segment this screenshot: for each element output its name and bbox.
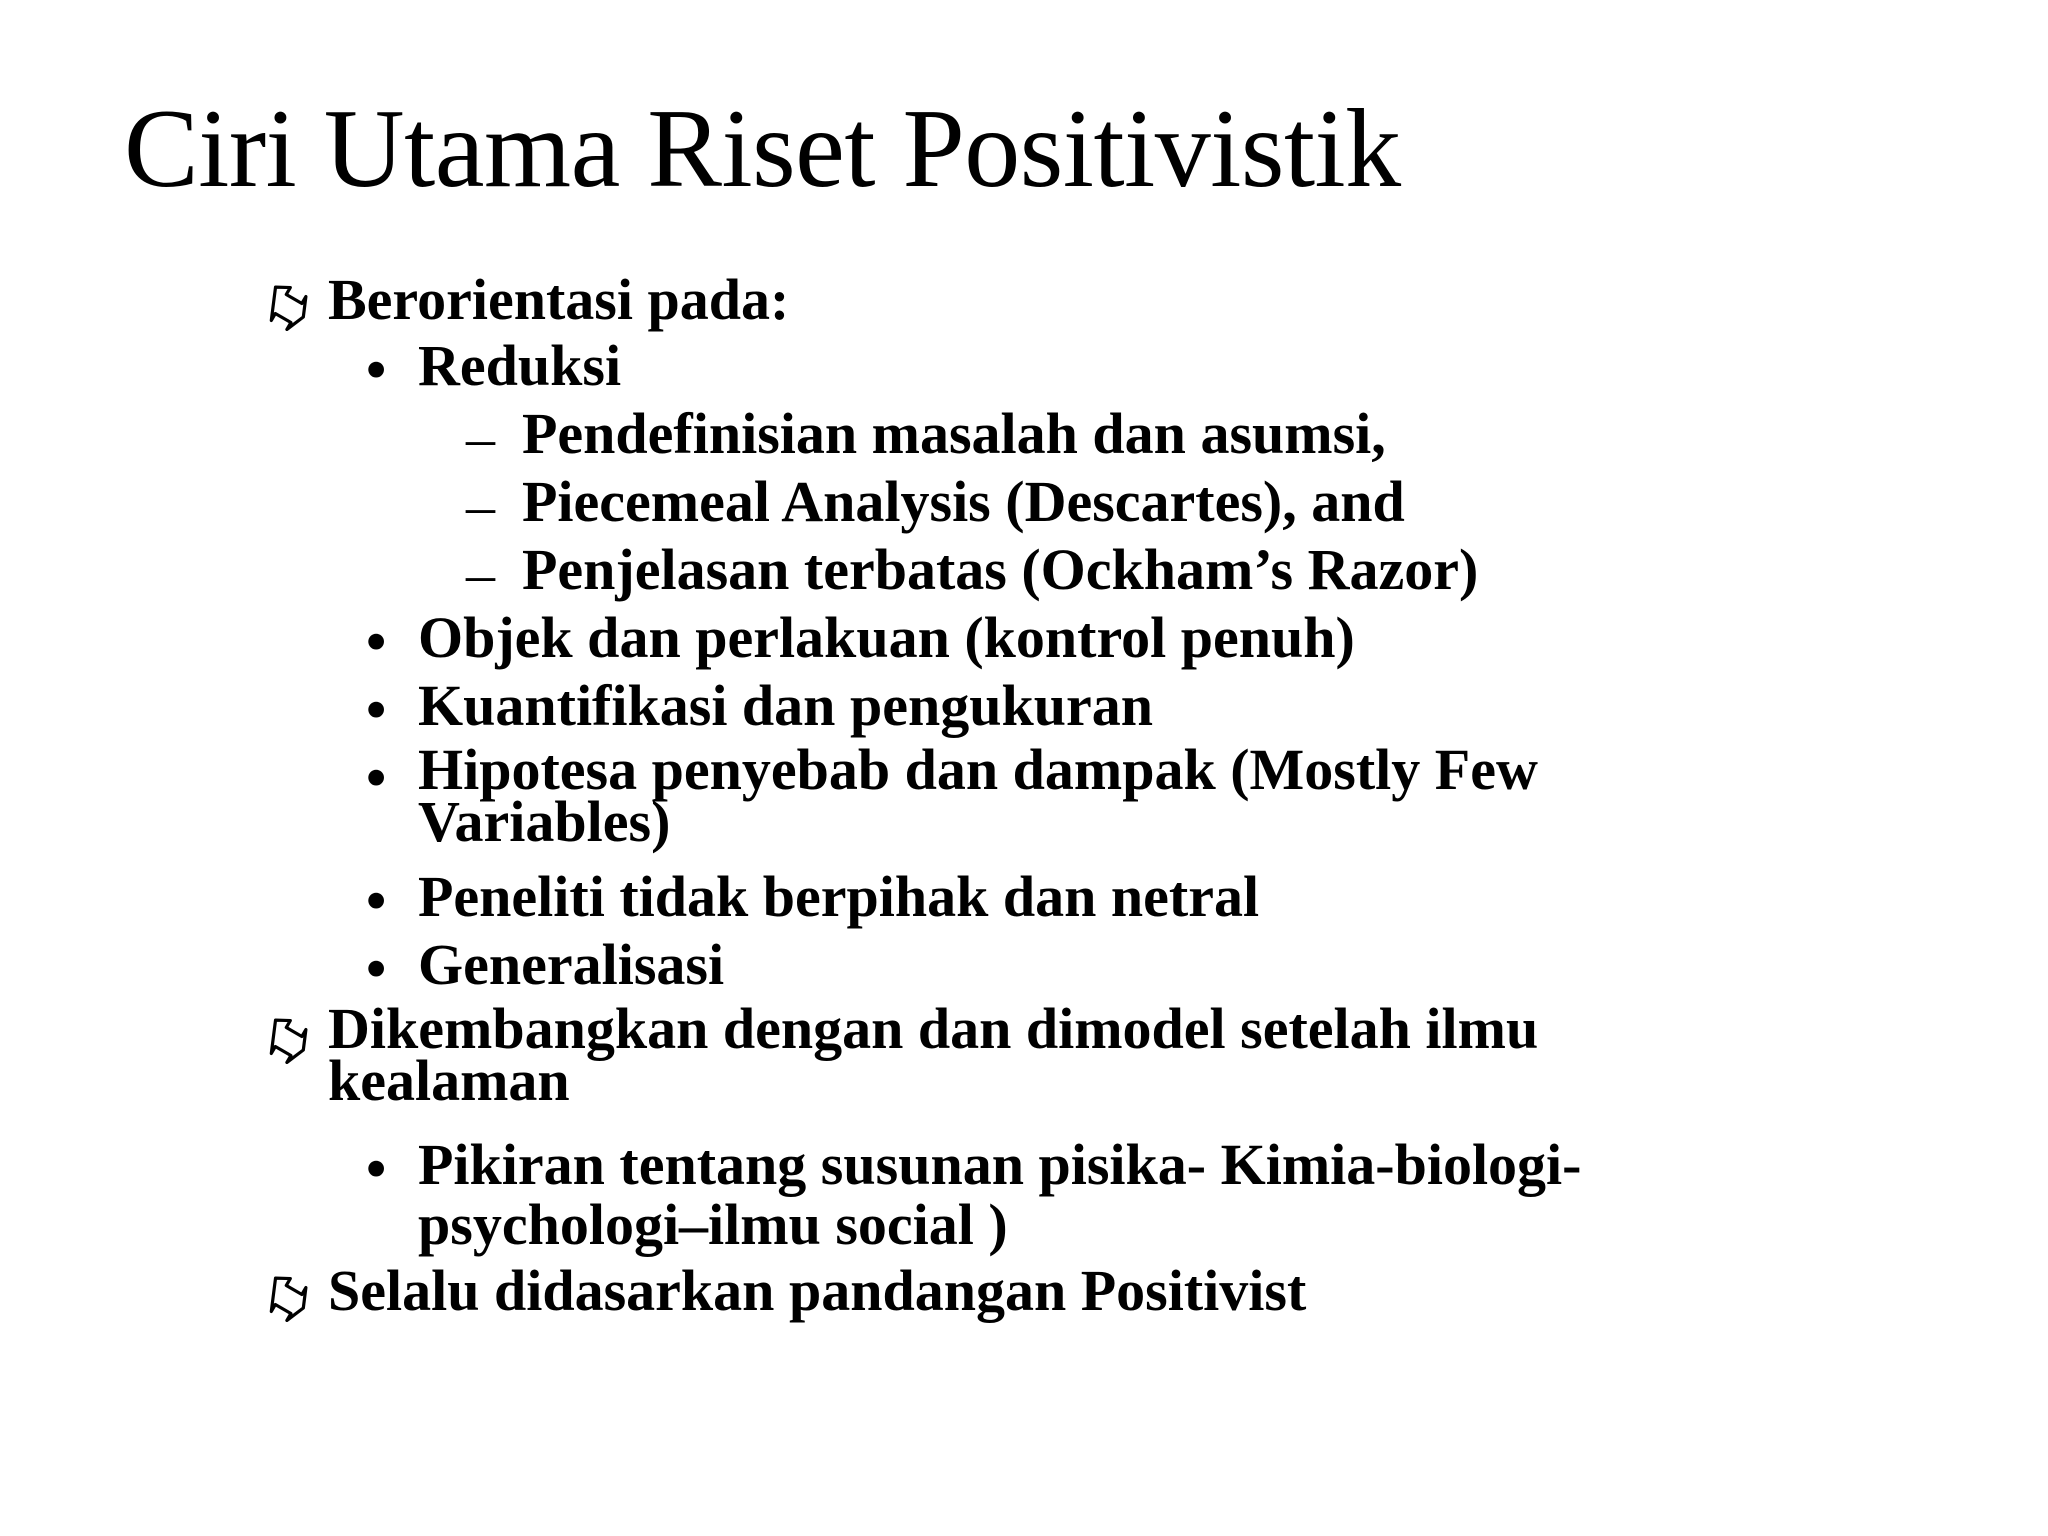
list-item — [0, 333, 2048, 404]
item-text: Penjelasan terbatas (Ockham’s Razor) — [522, 537, 1479, 602]
item-text: Reduksi — [418, 333, 622, 398]
list-item — [0, 1132, 2048, 1261]
bullet-dot: • — [366, 609, 387, 674]
item-text: Dikembangkan dengan dan dimodel setelah ilmu — [328, 996, 1539, 1061]
bullet-dot: • — [366, 1136, 387, 1201]
list-item — [0, 537, 2048, 608]
item-text: Generalisasi — [418, 932, 725, 997]
item-text-continued: Variables) — [418, 789, 671, 854]
list-item — [0, 469, 2048, 540]
bullet-dash: – — [466, 405, 495, 470]
list-item — [0, 737, 2048, 867]
list-item — [0, 267, 2048, 336]
list-item — [0, 605, 2048, 676]
bullet-dash: – — [466, 541, 495, 606]
item-text: Piecemeal Analysis (Descartes), and — [522, 469, 1405, 534]
list-item — [0, 401, 2048, 472]
bullet-dash: – — [466, 473, 495, 538]
item-text-continued: psychologi–ilmu social ) — [418, 1192, 1008, 1257]
bullet-dot: • — [366, 936, 387, 1001]
list-item — [0, 673, 2048, 744]
bullet-list — [0, 267, 2048, 1329]
item-text: Pendefinisian masalah dan asumsi, — [522, 401, 1386, 466]
arrow-bullet-icon — [262, 1011, 310, 1078]
bullet-dot: • — [366, 745, 387, 810]
item-text-continued: kealaman — [328, 1048, 570, 1113]
arrow-bullet-icon — [262, 1269, 310, 1336]
bullet-dot: • — [366, 677, 387, 742]
item-text: Kuantifikasi dan pengukuran — [418, 673, 1153, 738]
item-text: Peneliti tidak berpihak dan netral — [418, 864, 1260, 929]
list-item — [0, 864, 2048, 935]
slide-title: Ciri Utama Riset Positivistik — [124, 87, 1401, 211]
item-text: Berorientasi pada: — [328, 267, 790, 332]
list-item — [0, 932, 2048, 1003]
item-text: Objek dan perlakuan (kontrol penuh) — [418, 605, 1355, 670]
item-text: Selalu didasarkan pandangan Positivist — [328, 1258, 1307, 1323]
list-item — [0, 996, 2048, 1135]
list-item — [0, 1258, 2048, 1329]
item-text: Pikiran tentang susunan pisika- Kimia-biologi- — [418, 1132, 1582, 1197]
arrow-bullet-icon — [262, 278, 310, 345]
item-text: Hipotesa penyebab dan dampak (Mostly Few — [418, 737, 1538, 802]
bullet-dot: • — [366, 868, 387, 933]
bullet-dot: • — [366, 337, 387, 402]
